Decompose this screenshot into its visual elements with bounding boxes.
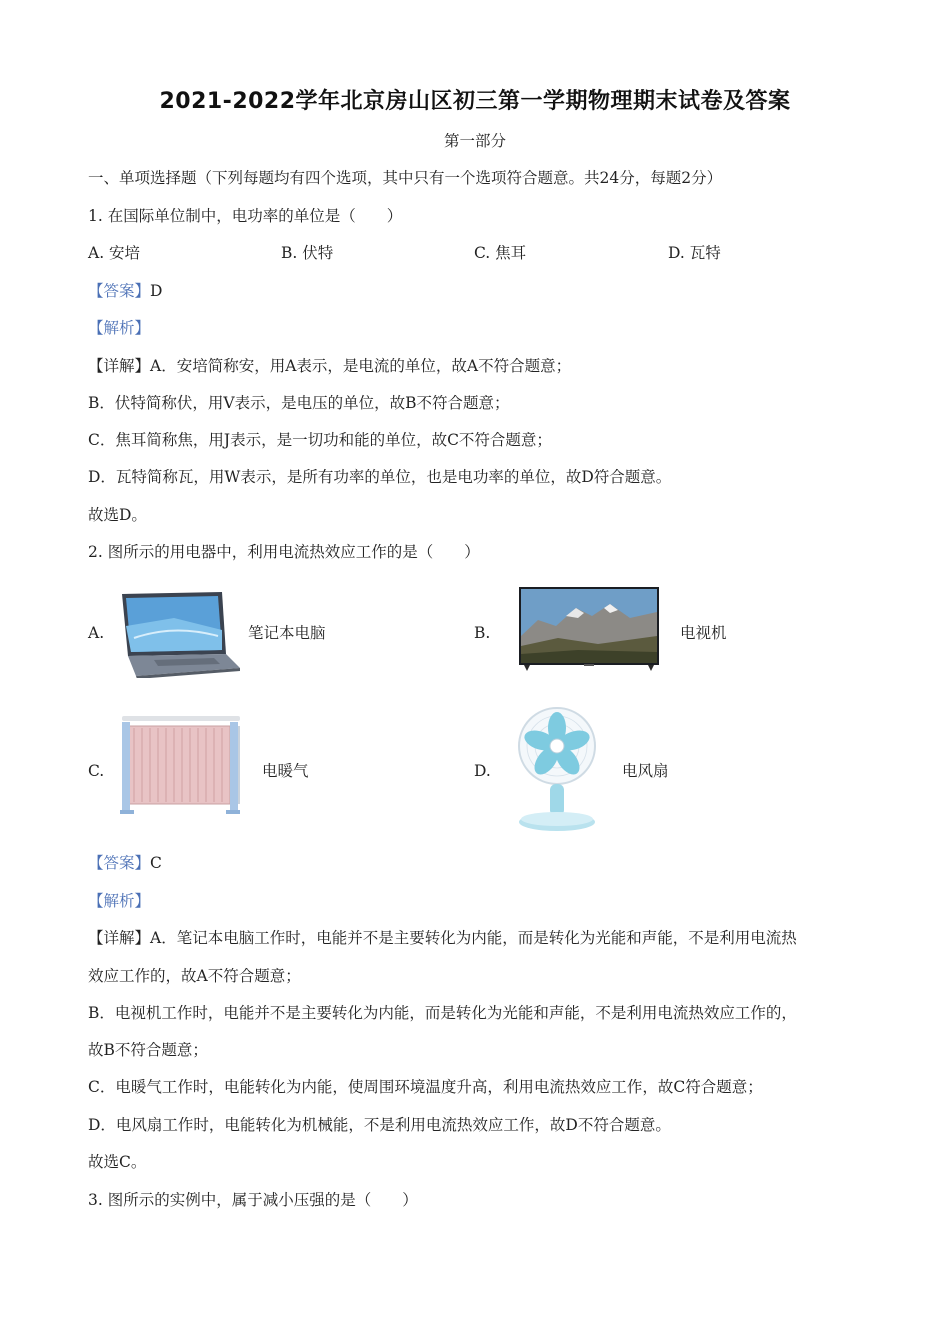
q2-option-a-letter: A. — [88, 624, 105, 642]
q2-detail-line: 故B不符合题意； — [88, 1041, 208, 1059]
answer-value: D — [150, 282, 163, 300]
q2-option-c-letter: C. — [88, 762, 105, 780]
q2-option-c-label: 电暖气 — [262, 762, 309, 780]
q1-option-c: C. 焦耳 — [474, 244, 527, 262]
page-title: 2021-2022学年北京房山区初三第一学期物理期末试卷及答案 — [159, 89, 791, 114]
laptop-image — [114, 590, 242, 678]
q2-conclusion: 故选C。 — [88, 1153, 147, 1171]
answer-tag: 【答案】 — [88, 282, 151, 300]
question-1-stem: 1. 在国际单位制中，电功率的单位是（ ） — [88, 207, 403, 225]
electric-heater-image — [120, 714, 244, 816]
q2-detail-line: 效应工作的，故A不符合题意； — [88, 967, 301, 985]
detail-text: A．笔记本电脑工作时，电能并不是主要转化为内能，而是转化为光能和声能，不是利用电流热 — [150, 929, 797, 947]
answer-tag: 【答案】 — [88, 854, 151, 872]
q1-detail-line: C．焦耳简称焦，用J表示，是一切功和能的单位，故C不符合题意； — [88, 431, 552, 449]
q1-conclusion: 故选D。 — [88, 506, 147, 524]
q2-analysis-tag: 【解析】 — [88, 892, 151, 910]
q1-detail-line — [88, 356, 571, 376]
section-heading: 一、单项选择题（下列每题均有四个选项，其中只有一个选项符合题意。共24分，每题2分） — [88, 169, 723, 187]
electric-fan-image — [514, 706, 600, 834]
detail-tag: 【详解】 — [88, 929, 151, 947]
question-3-stem: 3. 图所示的实例中，属于减小压强的是（ ） — [88, 1191, 418, 1209]
answer-value: C — [150, 854, 162, 872]
q2-option-b-letter: B. — [474, 624, 491, 642]
detail-text: A．安培简称安，用A表示，是电流的单位，故A不符合题意； — [150, 357, 572, 375]
q1-option-b: B. 伏特 — [281, 244, 334, 262]
q1-detail-line: B．伏特简称伏，用V表示，是电压的单位，故B不符合题意； — [88, 394, 510, 412]
q2-detail-line — [88, 928, 797, 948]
q1-answer — [88, 281, 162, 301]
q2-option-b-label: 电视机 — [680, 624, 727, 642]
q2-option-d-label: 电风扇 — [622, 762, 669, 780]
q2-option-a-label: 笔记本电脑 — [248, 624, 326, 642]
q2-answer — [88, 853, 162, 873]
q2-detail-line: B．电视机工作时，电能并不是主要转化为内能，而是转化为光能和声能，不是利用电流热效应工作的， — [88, 1004, 797, 1022]
detail-tag: 【详解】 — [88, 357, 151, 375]
tv-image — [518, 586, 660, 676]
q2-detail-line: C．电暖气工作时，电能转化为内能，使周围环境温度升高，利用电流热效应工作，故C符合题意； — [88, 1078, 763, 1096]
q1-analysis-tag: 【解析】 — [88, 319, 151, 337]
part-heading: 第一部分 — [443, 132, 506, 150]
q1-option-d: D. 瓦特 — [668, 244, 721, 262]
q2-option-d-letter: D. — [474, 762, 491, 780]
q1-detail-line: D．瓦特简称瓦，用W表示，是所有功率的单位，也是电功率的单位，故D符合题意。 — [88, 468, 672, 486]
q2-detail-line: D．电风扇工作时，电能转化为机械能，不是利用电流热效应工作，故D不符合题意。 — [88, 1116, 671, 1134]
q1-option-a: A. 安培 — [88, 244, 141, 262]
question-2-stem: 2. 图所示的用电器中，利用电流热效应工作的是（ ） — [88, 543, 480, 561]
